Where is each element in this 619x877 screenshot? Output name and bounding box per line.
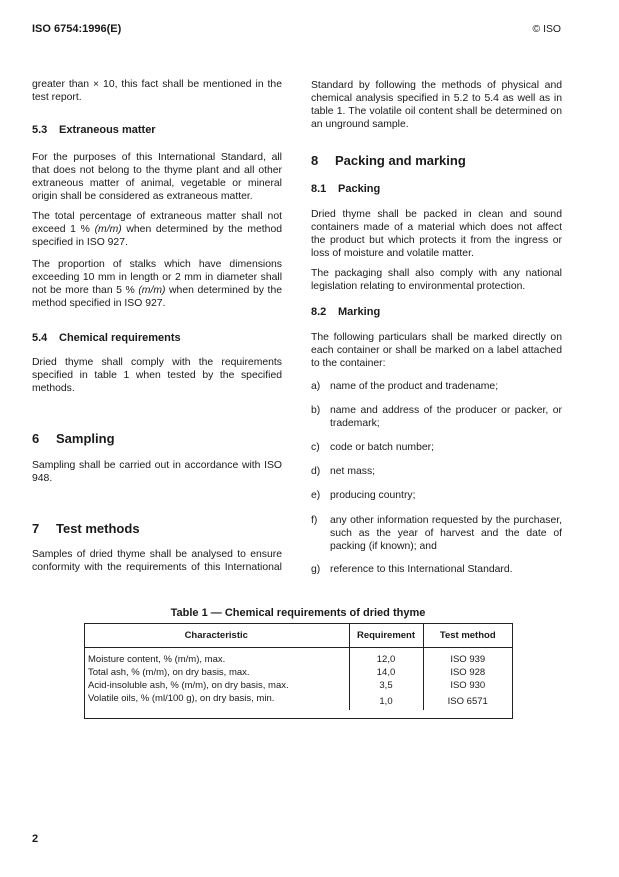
section-title: Extraneous matter: [59, 124, 156, 136]
list-item: [311, 465, 562, 478]
paragraph: Samples of dried thyme shall be analysed to ensure conformity with the requirements of this International: [32, 549, 282, 573]
paragraph: Dried thyme shall comply with the requirements specified in table 1 when tested by the specified methods.: [32, 357, 282, 394]
section-heading-5-3: [32, 124, 282, 137]
section-number: 8: [311, 153, 319, 168]
list-text: net mass;: [330, 466, 376, 477]
list-item: [311, 380, 562, 393]
table-cell: ISO 928: [450, 667, 486, 678]
section-heading-8-2: [311, 306, 562, 319]
table-cell: Volatile oils, % (ml/100 g), on dry basis, min.: [84, 692, 349, 710]
column-header: Requirement: [349, 623, 423, 648]
table-row: [84, 648, 512, 667]
list-label: d): [311, 466, 321, 477]
text: (m/m): [94, 224, 122, 235]
list-label: b): [311, 405, 321, 416]
section-heading-7: [32, 522, 282, 535]
list-item: [311, 441, 562, 454]
list-item: [311, 489, 562, 502]
list-text: producing country;: [330, 490, 416, 501]
list-label: g): [311, 564, 321, 575]
table-cell: 12,0: [349, 648, 423, 667]
list-label: a): [311, 381, 321, 392]
paragraph: Sampling shall be carried out in accordance with ISO 948.: [32, 460, 282, 484]
list-text: any other information requested by the purchaser, such as the year of harvest and the date of packing (if known); and: [330, 515, 562, 552]
paragraph: The packaging shall also comply with any national legislation relating to environmental protection.: [311, 268, 562, 292]
table-cell: 1,0: [349, 692, 423, 710]
section-heading-5-4: [32, 332, 282, 345]
text: The proportion of stalks which have dimensions exceeding 10 mm in length or 2 mm in diameter shall not be more than 5 %: [32, 259, 282, 296]
section-title: Chemical requirements: [59, 332, 181, 344]
table-row: [84, 666, 512, 679]
list-item: [311, 514, 562, 553]
section-heading-8-1: [311, 183, 562, 196]
table-row: [84, 679, 512, 692]
list-item: [311, 404, 562, 430]
list-text: name of the product and tradename;: [330, 381, 499, 392]
section-title: Marking: [338, 306, 381, 318]
paragraph: The following particulars shall be marked directly on each container or shall be marked on a label attached to the container:: [311, 332, 562, 369]
paragraph: For the purposes of this International Standard, all that does not belong to the thyme plant and all other extraneous matter of animal, vegetable or mineral origin shall be considered as extraneous matter.: [32, 152, 282, 202]
document-id: ISO 6754:1996(E): [32, 23, 122, 35]
text: The total percentage of extraneous matter shall not exceed 1 %: [32, 211, 282, 235]
list-label: c): [311, 442, 320, 453]
section-heading-8: [311, 154, 562, 167]
paragraph: greater than × 10, this fact shall be mentioned in the test report.: [32, 79, 282, 103]
section-title: Packing and marking: [335, 153, 466, 168]
list-text: name and address of the producer or packer, or trademark;: [330, 405, 562, 429]
paragraph: [32, 210, 282, 249]
column-header: Characteristic: [84, 623, 349, 648]
list-text: code or batch number;: [330, 442, 434, 453]
list-item: [311, 563, 562, 576]
section-number: 6: [32, 431, 40, 446]
section-number: 8.1: [311, 183, 327, 195]
table-header-row: [84, 623, 512, 648]
table-cell: Acid-insoluble ash, % (m/m), on dry basis, max.: [84, 679, 349, 692]
table-cell: Total ash, % (m/m), on dry basis, max.: [84, 666, 349, 679]
table-cell: 3,5: [349, 679, 423, 692]
table-cell: ISO 930: [450, 680, 486, 691]
text: when determined by the method specified in ISO 927.: [32, 285, 282, 309]
section-title: Packing: [338, 183, 381, 195]
table-cell: 14,0: [349, 666, 423, 679]
section-title: Test methods: [56, 521, 140, 536]
column-header: Test method: [423, 623, 512, 648]
table-cell: Moisture content, % (m/m), max.: [84, 648, 349, 667]
paragraph: [32, 258, 282, 310]
text: when determined by the method specified in ISO 927.: [32, 224, 283, 248]
page-number: 2: [32, 833, 39, 845]
copyright: © ISO: [532, 24, 561, 35]
list-text: reference to this International Standard.: [330, 564, 513, 575]
paragraph: Dried thyme shall be packed in clean and sound containers made of a material which does not affect the product but which protects it from the ingress or loss of moisture and volatile matter.: [311, 209, 562, 259]
section-heading-6: [32, 432, 282, 445]
table-row: [84, 692, 512, 710]
list-label: e): [311, 490, 321, 501]
table-cell: ISO 939: [450, 654, 486, 665]
list-label: f): [311, 515, 318, 526]
section-number: 7: [32, 521, 40, 536]
text: (m/m): [138, 285, 166, 296]
paragraph: Standard by following the methods of physical and chemical analysis specified in 5.2 to 5.4 as well as in table 1. The volatile oil content shall be determined on an unground sample.: [311, 80, 562, 130]
table-caption: Table 1 — Chemical requirements of dried thyme: [170, 607, 426, 619]
section-title: Sampling: [56, 431, 115, 446]
section-number: 8.2: [311, 306, 327, 318]
chemical-requirements-table: [84, 623, 512, 710]
table-cell: ISO 6571: [447, 695, 488, 707]
section-number: 5.4: [32, 332, 48, 344]
section-number: 5.3: [32, 124, 48, 136]
